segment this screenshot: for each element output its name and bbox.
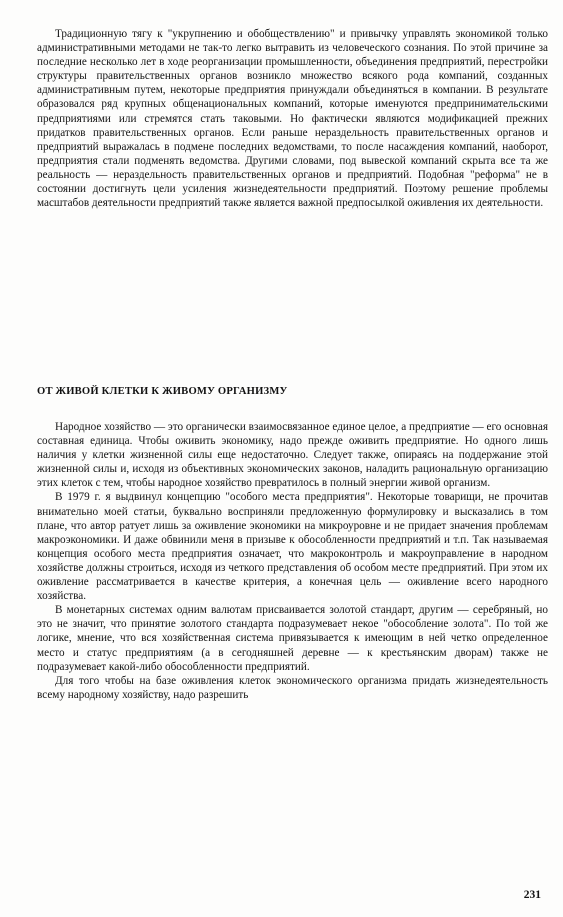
section-paragraph-3: В монетарных системах одним валютам присваивается золотой стандарт, другим — серебряный, но это не значит, что принятие золотого стандарта подразумевает некое "обособление золота". По той же логике, мнение, что вся хозяйственная система привязывается к имеющим в ней четко определенное место и статус предприятиям (а в сегодняшней деревне — к крестьянским дворам) также не подразумевает какой-либо обособленности предприятий. — [37, 604, 548, 673]
section-heading: ОТ ЖИВОЙ КЛЕТКИ К ЖИВОМУ ОРГАНИЗМУ — [37, 386, 288, 397]
intro-paragraph: Традиционную тягу к "укрупнению и обобществлению" и привычку управлять экономикой только административными методами не так-то легко вытравить из человеческого сознания. По этой причине за последние несколько лет в ходе реорганизации промышленности, объединения предприятий, перестройки структуры правительственных органов возникло множество всякого рода компаний, созданных административным путем, некоторые предприятия принуждали объединяться в компании. В результате образовался ряд крупных общенациональных компаний, которые именуются предпринимательскими предприятиями или стремятся стать таковыми. Но фактически являются модификацией прежних придатков правительственных органов. Если раньше нераздельность правительственных органов и предприятий выражалась в подмене последних ведомствами, то после насаждения компаний, наоборот, предприятия стали подменять ведомства. Другими словами, под вывеской компаний скрыта все та же реальность — нераздельность правительственных органов и предприятий. Подобная "реформа" не в состоянии достигнуть цели усиления жизнедеятельности предприятий. Поэтому решение проблемы масштабов деятельности предприятий также является важной предпосылкой оживления их деятельности. — [37, 28, 548, 210]
section-body — [37, 420, 548, 702]
intro-text-block — [37, 27, 548, 210]
section-paragraph-2: В 1979 г. я выдвинул концепцию "особого места предприятия". Некоторые товарищи, не прочитав внимательно моей статьи, буквально восприняли предложенную формулировку и высказались в том плане, что автор ратует лишь за оживление экономики на микроуровне и не придает значения проблемам макроэкономики. И даже обвинили меня в призыве к обособленности предприятий и т.п. Так называемая концепция особого места предприятия означает, что макроконтроль и макроуправление в народном хозяйстве должны строиться, исходя из четкого представления об особом месте предприятий. При этом их оживление рассматривается в качестве критерия, а конечная цель — оживление всего народного хозяйства. — [37, 491, 548, 603]
section-paragraph-4: Для того чтобы на базе оживления клеток экономического организма придать жизнедеятельность всему народному хозяйству, надо разрешить — [37, 674, 548, 701]
page-number: 231 — [523, 889, 541, 901]
section-paragraph-1: Народное хозяйство — это органически взаимосвязанное единое целое, а предприятие — его основная составная единица. Чтобы оживить экономику, надо прежде оживить предприятие. Но одного лишь наличия у клетки жизненной силы еще недостаточно. Следует также, опираясь на поддержание этой жизненной силы и, исходя из объективных экономических законов, наладить рациональную организацию этих клеток с тем, чтобы народное хозяйство превратилось в полный энергии живой организм. — [37, 421, 548, 490]
